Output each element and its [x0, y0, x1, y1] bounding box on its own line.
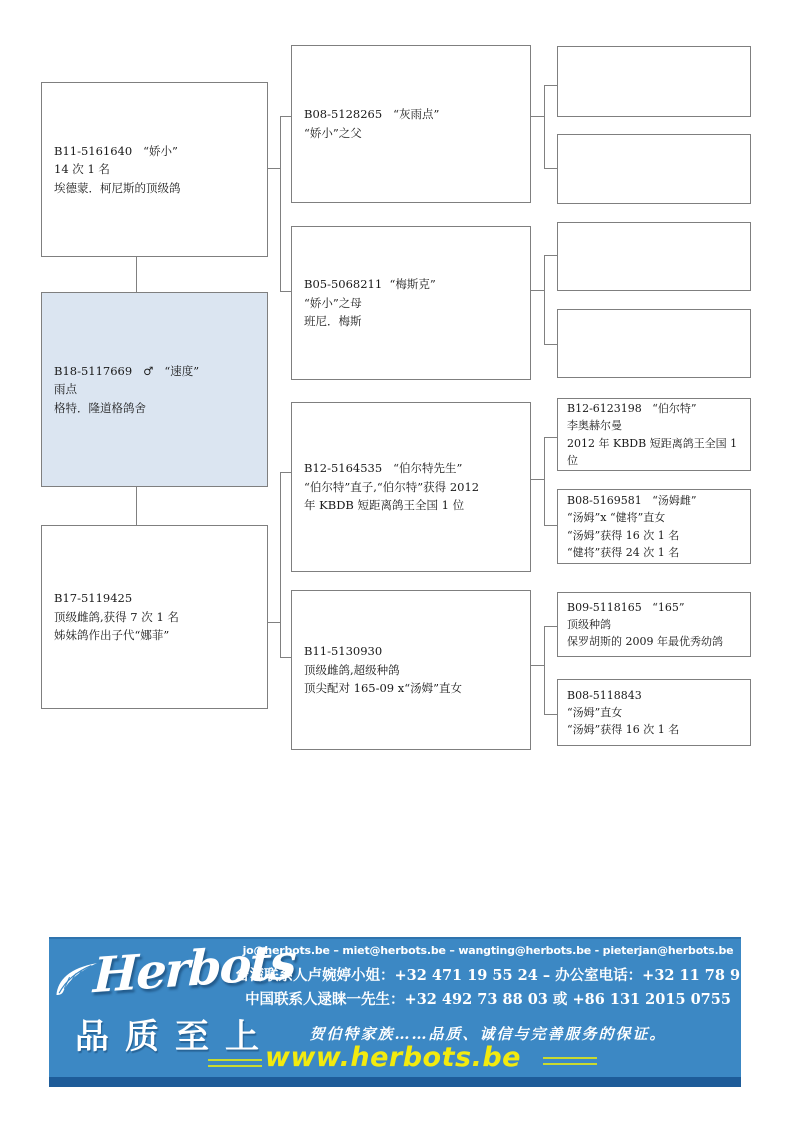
pedigree-box-sire-sire [291, 45, 531, 203]
ring-number-and-name: B12-5164535 “伯尔特先生” [304, 461, 463, 476]
connector [136, 257, 137, 292]
achievement-line: 14 次 1 名 [54, 162, 110, 177]
connector [280, 657, 291, 658]
achievement-line-2: “健将”获得 24 次 1 名 [567, 545, 680, 559]
connector [544, 626, 557, 627]
ring-number-and-name: B18-5117669 ♂ “速度” [54, 363, 200, 378]
quality-tagline: 品质至上 [75, 1017, 275, 1057]
origin-line: 埃德蒙．柯尼斯的顶级鸽 [54, 180, 181, 195]
website-link[interactable]: www.herbots.be [265, 1042, 521, 1073]
connector [544, 525, 557, 526]
connector [136, 487, 137, 525]
family-slogan: 贺伯特家族……品质、诚信与完善服务的保证。 [309, 1025, 667, 1043]
connector [544, 344, 557, 345]
pedigree-box-subject [41, 292, 268, 487]
achievement-line-2: 年 KBDB 短距离鸽王全国 1 位 [304, 498, 465, 513]
achievement-line: “汤姆”获得 16 次 1 名 [567, 528, 680, 542]
connector [544, 255, 557, 256]
pedigree-box-dam-dam-dam [557, 679, 751, 746]
relation-line: “娇小”之父 [304, 126, 362, 140]
pedigree-box-empty-1 [557, 46, 751, 117]
connector [280, 116, 291, 117]
quality-line: 顶级种鸽 [567, 617, 611, 631]
ring-number-and-name: B08-5169581 “汤姆雌” [567, 494, 697, 508]
connector [280, 472, 281, 658]
ring-number-and-name: B11-5161640 “娇小” [54, 143, 178, 158]
connector [544, 437, 545, 526]
color-line: 雨点 [54, 382, 77, 397]
pedigree-box-empty-3 [557, 222, 751, 291]
ring-number-and-name: B12-6123198 “伯尔特” [567, 402, 697, 416]
pedigree-box-empty-4 [557, 309, 751, 378]
achievement-line: “伯尔特”直子,“伯尔特”获得 2012 [304, 479, 480, 494]
connector [544, 255, 545, 345]
pedigree-box-dam-sire [291, 402, 531, 572]
achievement-line: 保罗胡斯的 2009 年最优秀幼鸽 [567, 635, 723, 649]
achievement-line: 顶级雌鸽,获得 7 次 1 名 [54, 609, 179, 624]
connector [544, 626, 545, 715]
pedigree-box-sire-dam [291, 226, 531, 380]
connector [544, 85, 557, 86]
achievement-line-2: 位 [567, 453, 578, 467]
connector [280, 472, 291, 473]
connector [531, 116, 544, 117]
connector [531, 290, 544, 291]
relation-line: “汤姆”直女 [567, 705, 623, 719]
connector [268, 622, 280, 623]
pedigree-box-sire [41, 82, 268, 257]
breeder-line: 李奥赫尔曼 [567, 419, 622, 433]
pedigree-box-dam-dam-sire [557, 592, 751, 657]
ring-number-and-name: B08-5128265 “灰雨点” [304, 107, 440, 122]
ring-number: B17-5119425 [54, 591, 133, 606]
pedigree-box-dam [41, 525, 268, 709]
ring-number: B08-5118843 [567, 688, 642, 702]
connector [544, 85, 545, 169]
connector [280, 291, 291, 292]
quality-line: 顶级雌鸽,超级种鸽 [304, 662, 400, 677]
connector [531, 479, 544, 480]
connector [544, 714, 557, 715]
yellow-rule-right [543, 1057, 597, 1065]
china-contact-line: 中国联系人逯睐一先生：+32 492 73 88 03 或 +86 131 2015 0755 [245, 991, 731, 1008]
taiwan-contact-line: 台湾联系人卢婉婷小姐：+32 471 19 55 24 – 办公室电话：+32 11 78 91 90 [235, 967, 776, 984]
breeder-line: 班尼．梅斯 [304, 314, 362, 329]
pairing-line: “汤姆”x “健将”直女 [567, 511, 666, 525]
achievement-line: 2012 年 KBDB 短距离鸽王全国 1 [567, 436, 738, 450]
pairing-line: 顶尖配对 165-09 x“汤姆”直女 [304, 681, 463, 696]
pedigree-box-dam-dam [291, 590, 531, 750]
connector [531, 665, 544, 666]
loft-line: 格特．隆道格鸽舍 [54, 400, 146, 415]
pedigree-box-empty-2 [557, 134, 751, 204]
connector [544, 168, 557, 169]
herbots-logo: Herbots [92, 933, 296, 1005]
ring-number-and-name: B09-5118165 “165” [567, 600, 685, 614]
pedigree-box-dam-sire-dam [557, 489, 751, 564]
email-links[interactable]: jo@herbots.be – miet@herbots.be – wangting@herbots.be - pieterjan@herbots.be [242, 944, 734, 957]
herbots-footer-banner [49, 933, 776, 1087]
pedigree-box-dam-sire-sire [557, 398, 751, 471]
connector [280, 116, 281, 292]
relation-line: “娇小”之母 [304, 295, 362, 310]
ring-number-and-name: B05-5068211 “梅斯克” [304, 277, 436, 292]
connector [544, 437, 557, 438]
ring-number: B11-5130930 [304, 644, 383, 659]
offspring-line: 姊妹鸽作出子代“娜菲” [54, 628, 170, 643]
achievement-line: “汤姆”获得 16 次 1 名 [567, 723, 680, 737]
connector [268, 168, 280, 169]
